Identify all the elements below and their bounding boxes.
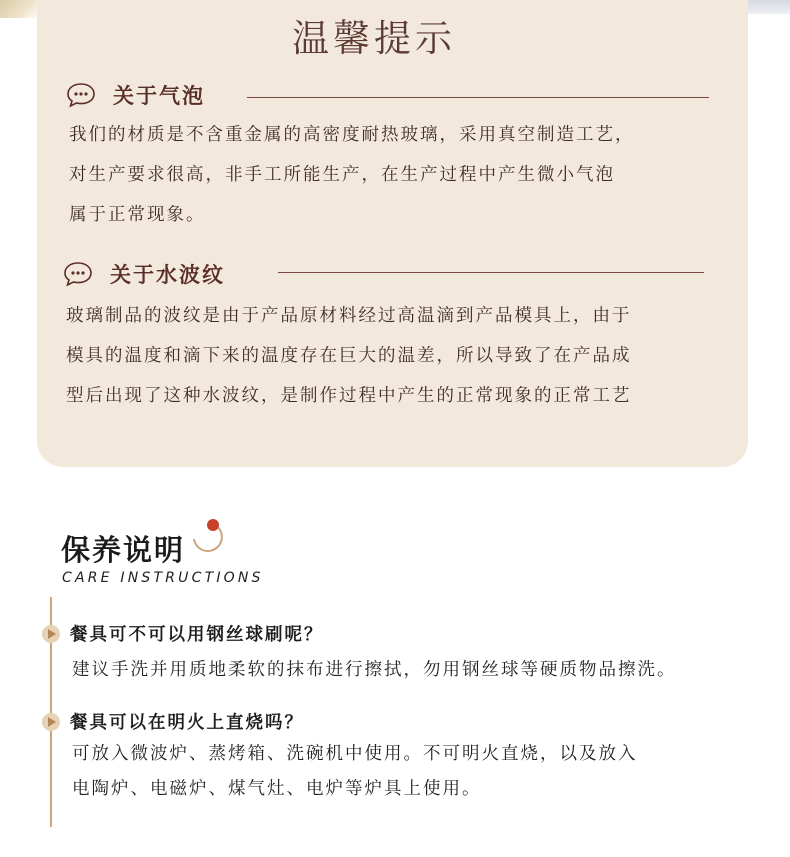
answer-open-flame	[72, 737, 638, 807]
question-steel-wool: 餐具可不可以用钢丝球刷呢？	[70, 625, 324, 645]
text-line: 玻璃制品的波纹是由于产品原材料经过高温滴到产品模具上，由于	[66, 306, 632, 326]
section-bubbles-rule	[247, 97, 709, 98]
section-ripples-title: 关于水波纹	[110, 263, 225, 287]
speech-bubble-icon	[63, 261, 93, 287]
tips-title: 温馨提示	[292, 17, 456, 60]
question-open-flame: 餐具可以在明火上直烧吗？	[70, 713, 304, 733]
section-bubbles-title: 关于气泡	[113, 84, 205, 108]
speech-bubble-icon	[66, 82, 96, 108]
section-ripples-text	[66, 296, 632, 416]
top-right-photo-edge	[748, 0, 790, 14]
play-arrow-icon	[42, 625, 60, 643]
circle-dot-deco-icon	[186, 515, 226, 555]
text-line: 型后出现了这种水波纹，是制作过程中产生的正常现象的正常工艺	[66, 386, 632, 406]
answer-line: 建议手洗并用质地柔软的抹布进行擦拭，勿用钢丝球等硬质物品擦洗。	[72, 660, 677, 680]
section-ripples-rule	[278, 272, 704, 273]
play-arrow-icon	[42, 713, 60, 731]
section-ripples-header	[63, 261, 713, 293]
section-bubbles-text	[69, 115, 635, 235]
section-bubbles-header	[66, 82, 716, 114]
care-title: 保养说明	[61, 533, 186, 567]
answer-line: 可放入微波炉、蒸烤箱、洗碗机中使用。不可明火直烧，以及放入	[72, 744, 638, 764]
text-line: 对生产要求很高，非手工所能生产，在生产过程中产生微小气泡	[69, 165, 615, 185]
answer-line: 电陶炉、电磁炉、煤气灶、电炉等炉具上使用。	[72, 779, 482, 799]
care-subtitle: CARE INSTRUCTIONS	[62, 570, 264, 586]
answer-steel-wool	[72, 653, 677, 688]
text-line: 属于正常现象。	[69, 205, 206, 225]
text-line: 我们的材质是不含重金属的高密度耐热玻璃，采用真空制造工艺，	[69, 125, 635, 145]
text-line: 模具的温度和滴下来的温度存在巨大的温差，所以导致了在产品成	[66, 346, 632, 366]
